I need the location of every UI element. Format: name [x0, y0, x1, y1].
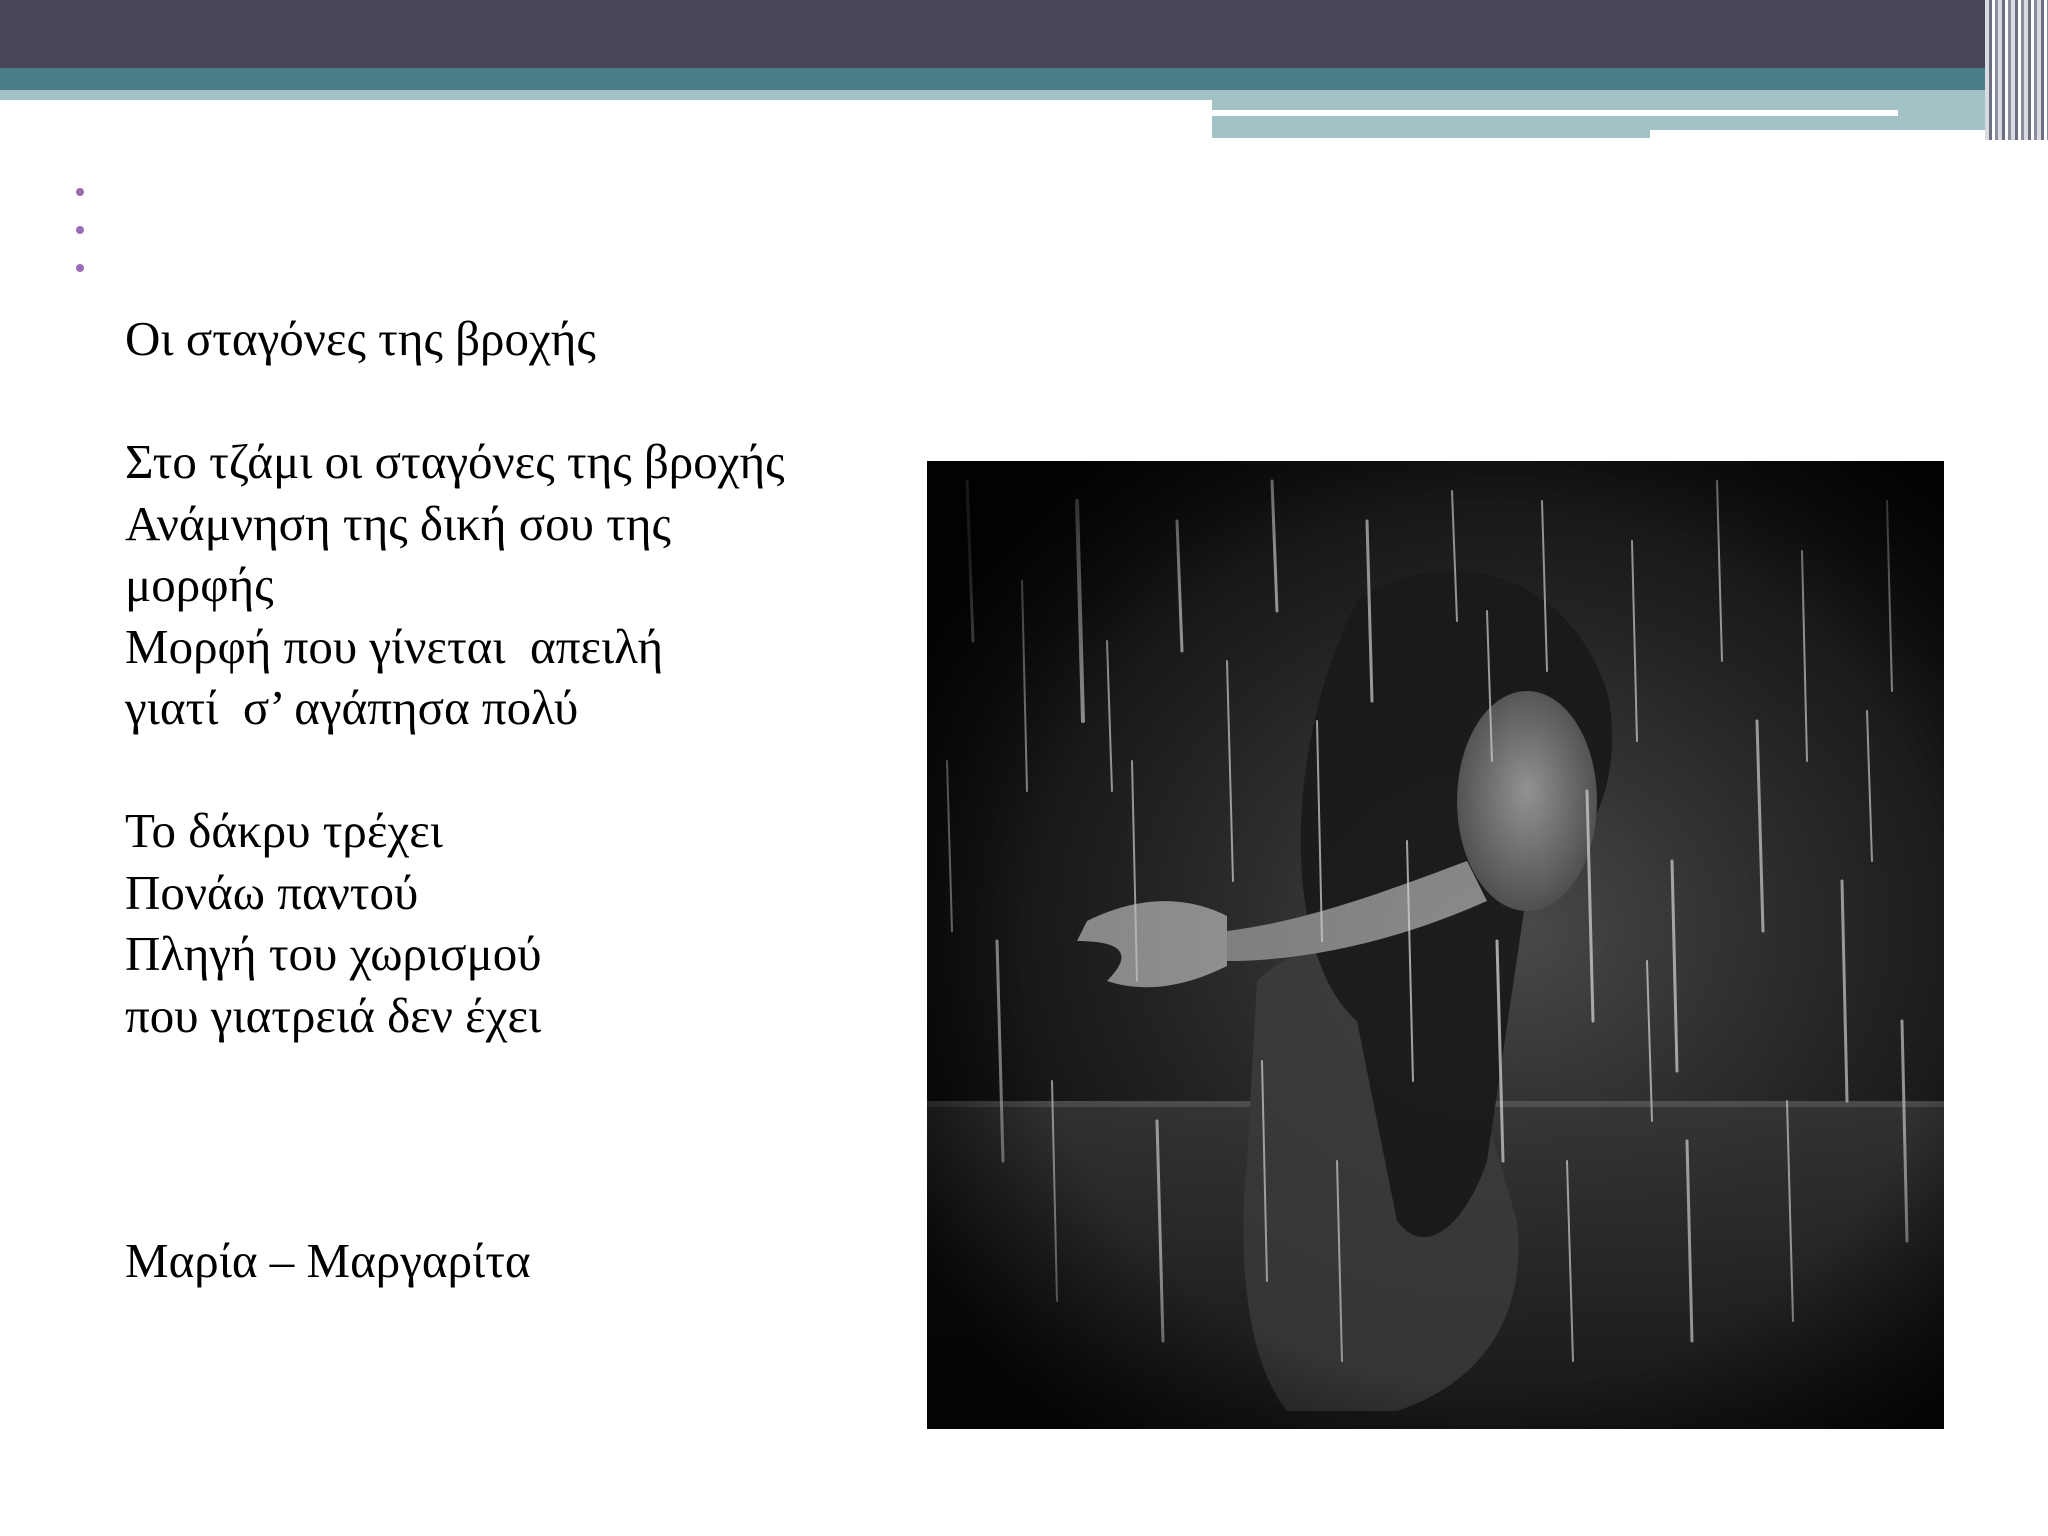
header-stripes [1985, 0, 2048, 140]
header-white-line [1212, 110, 1898, 116]
poem-line: Ανάμνηση της δική σου της [125, 495, 671, 551]
header-dark-band [0, 0, 2048, 68]
bullet-dot [76, 264, 84, 272]
poem-line: που γιατρειά δεν έχει [125, 987, 542, 1043]
poem-line: γιατί σ’ αγάπησα πολύ [125, 680, 579, 735]
poem-title: Οι σταγόνες της βροχής [125, 311, 596, 366]
header-light-band-left [0, 90, 1212, 100]
poem-line: Το δάκρυ τρέχει [125, 803, 443, 858]
poem-line: μορφής [125, 557, 274, 612]
poem-line: Πονάω παντού [125, 864, 419, 920]
poem-line: Μορφή που γίνεται απειλή [125, 618, 664, 674]
bullet-list [76, 188, 84, 302]
header-teal-band [0, 68, 2048, 90]
rain-girl-photo [927, 461, 1944, 1429]
poem-text [125, 308, 925, 1292]
poem-author: Μαρία – Μαργαρίτα [125, 1233, 531, 1288]
bullet-dot [76, 226, 84, 234]
poem-line: Στο τζάμι οι σταγόνες της βροχής [125, 434, 785, 489]
poem-line: Πληγή του χωρισμού [125, 926, 542, 981]
header-white-line [1650, 130, 2010, 140]
bullet-dot [76, 188, 84, 196]
